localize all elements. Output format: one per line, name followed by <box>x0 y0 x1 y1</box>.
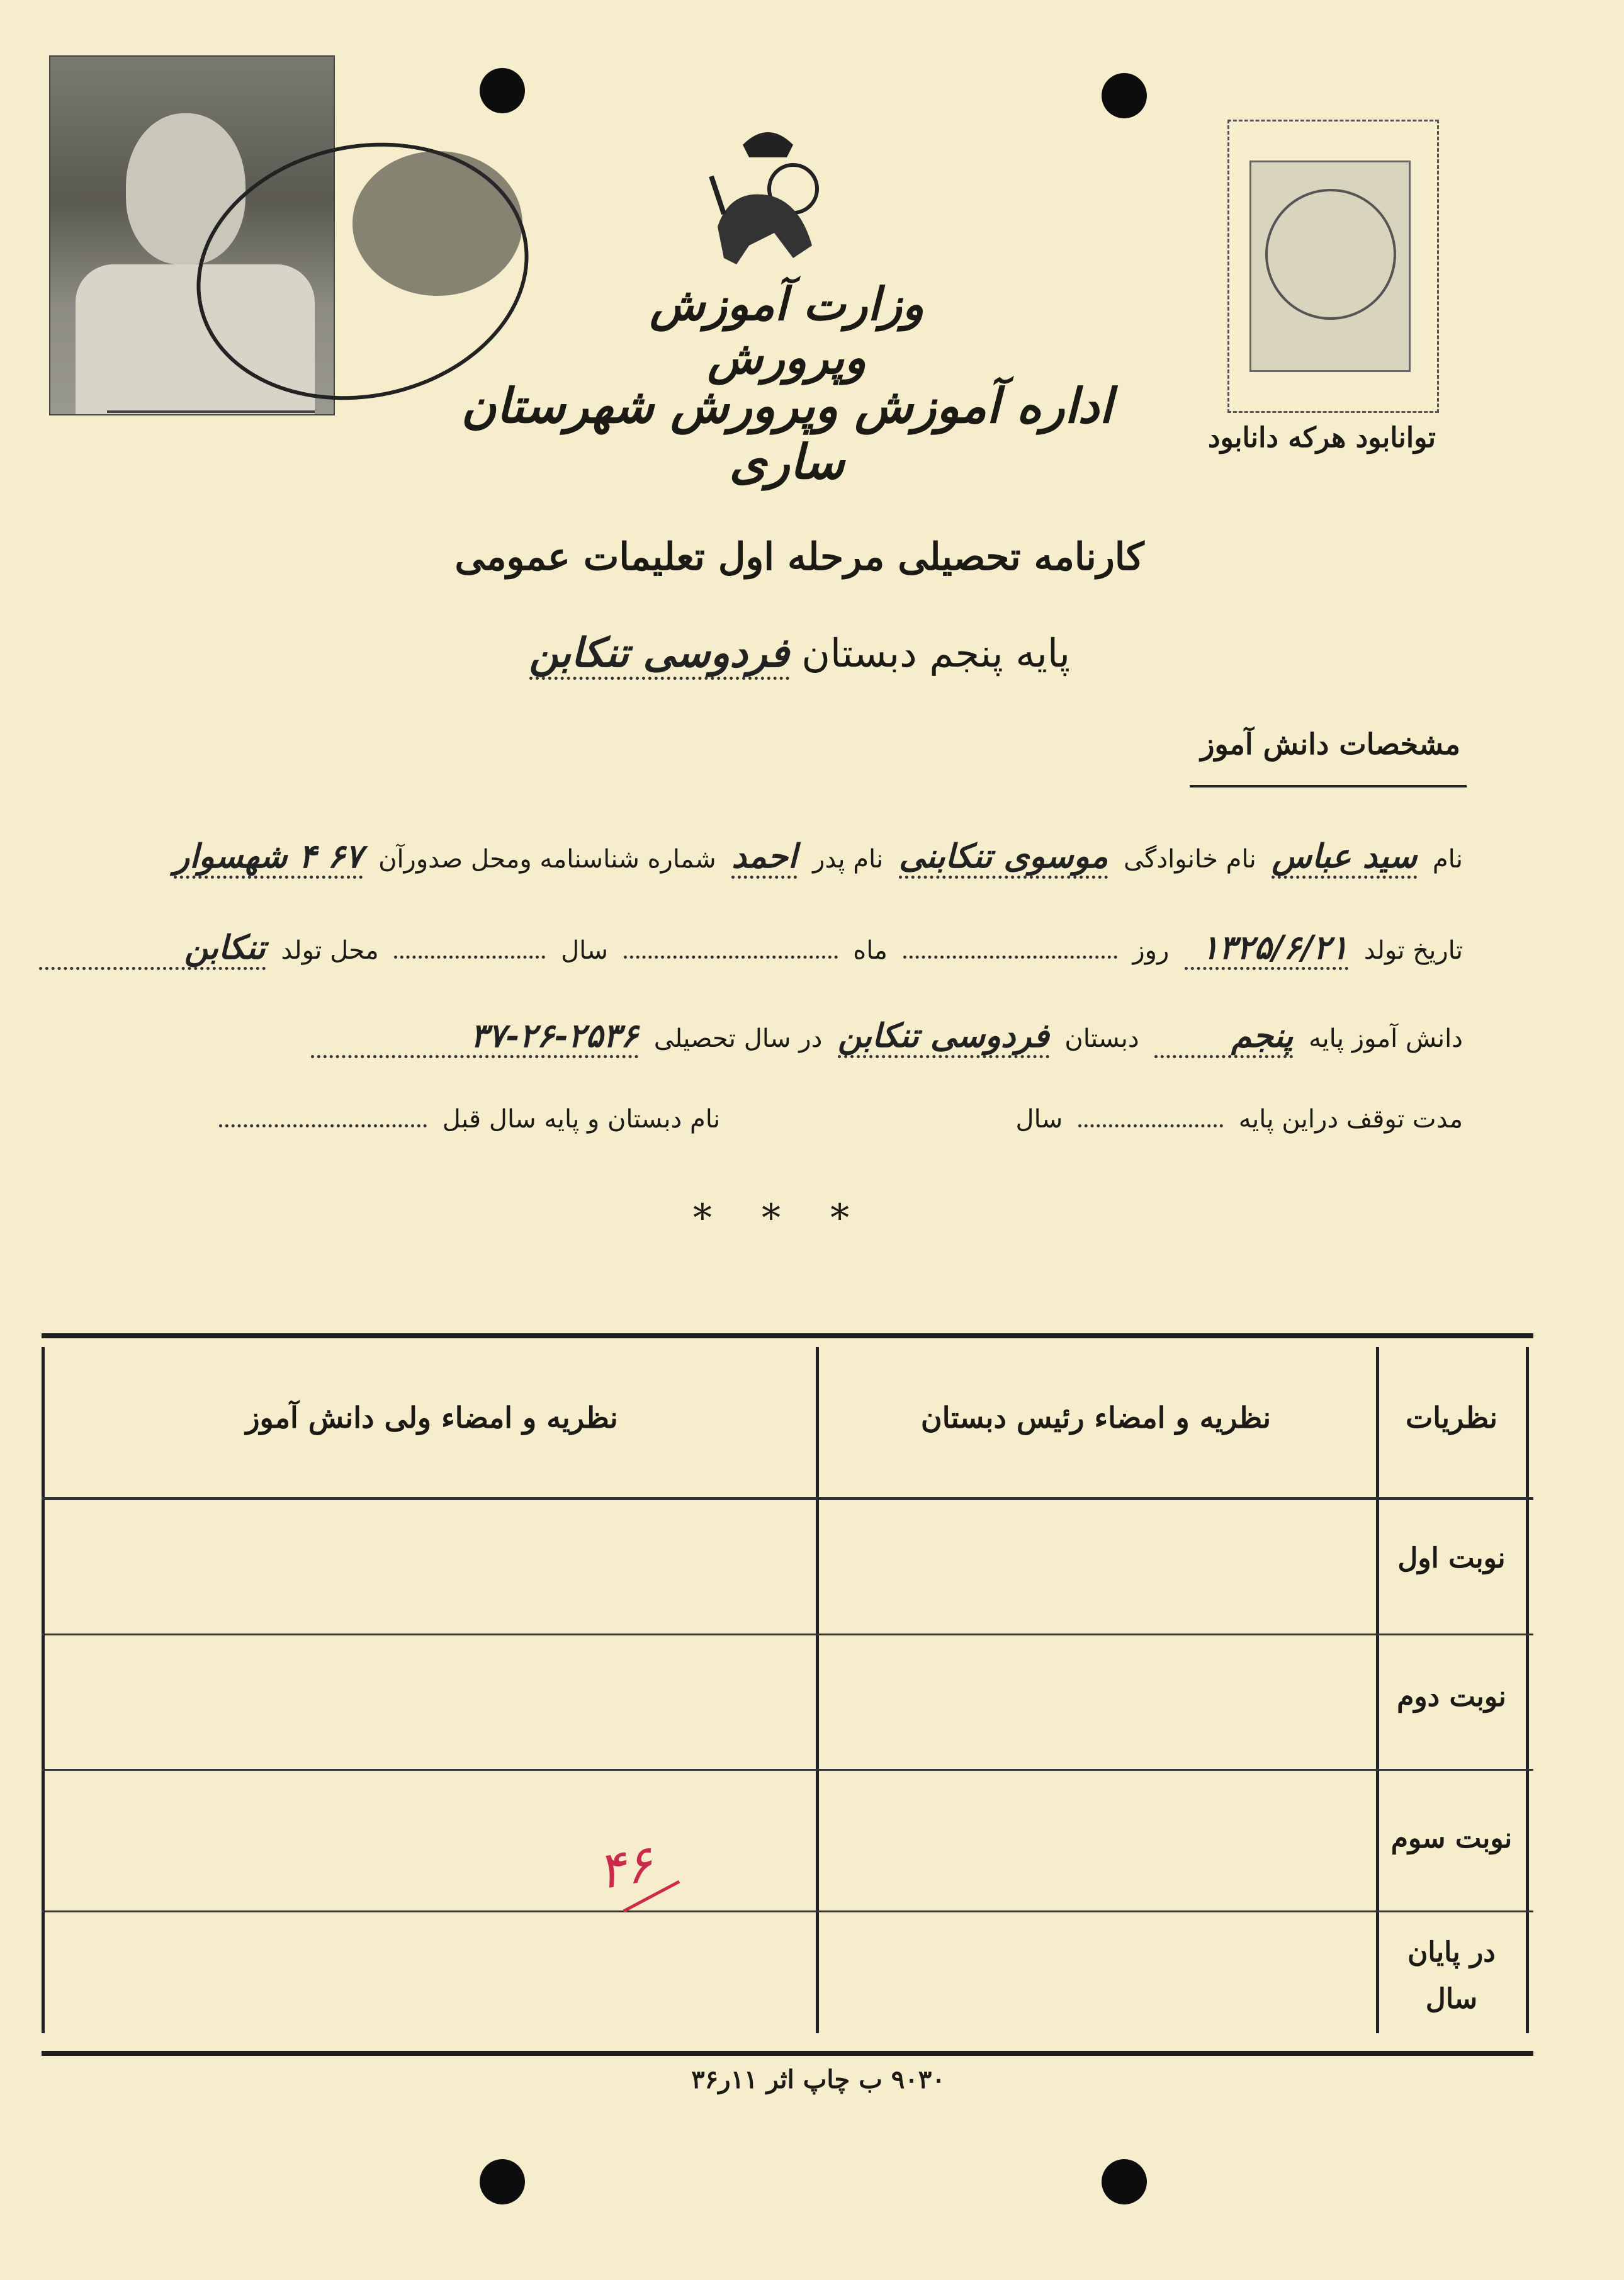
id-value: ۶۷ ۴ شهسوار <box>174 837 363 879</box>
motto: توانابود هرکه دانابود <box>1207 422 1436 454</box>
birth-date-value: ۱۳۲۵/۶/۲۱ <box>1185 928 1348 970</box>
column-header-principal: نظریه و امضاء رئیس دبستان <box>920 1401 1272 1435</box>
birthplace-value: تنکابن <box>39 928 266 970</box>
row-label-end-of-year: در پایان سال <box>1407 1936 1496 2015</box>
month-label: ماه <box>853 936 888 965</box>
grade-school-value: فردوسی تنکابن <box>529 629 789 680</box>
section-underline <box>1190 785 1467 787</box>
school-value: فردوسی تنکابن <box>838 1017 1049 1058</box>
family-label: نام خانوادگی <box>1123 845 1256 874</box>
red-grade-annotation: ۴۶ <box>593 1834 657 1901</box>
seal-ink-mark <box>352 151 522 296</box>
field-line-school <box>69 1017 1467 1061</box>
id-label: شماره شناسنامه ومحل صدورآن <box>378 845 716 874</box>
year-label: سال <box>561 936 608 965</box>
ministry-title: وزارت آموزش وپرورش <box>650 277 924 384</box>
academic-year-value: ۳۷-۲۶-۲۵۳۶ <box>311 1017 638 1058</box>
photo-underline <box>107 410 315 413</box>
opinions-table <box>42 1347 1533 2033</box>
row-label-second-term: نوبت دوم <box>1397 1681 1506 1713</box>
grade-label: پایه پنجم دبستان <box>801 630 1070 676</box>
name-value: سید عباس <box>1272 837 1417 879</box>
student-grade-value: پنجم <box>1154 1017 1293 1058</box>
department-title: اداره آموزش وپرورش شهرستان ساری <box>461 378 1113 490</box>
stay-blank <box>1078 1124 1223 1127</box>
day-blank <box>903 956 1117 959</box>
row-label-first-term: نوبت اول <box>1397 1542 1506 1574</box>
field-line-birth <box>69 928 1467 973</box>
student-grade-label: دانش آموز پایه <box>1309 1024 1463 1053</box>
row-label-third-term: نوبت سوم <box>1390 1822 1513 1854</box>
year-blank <box>394 956 545 959</box>
column-header-opinions: نظریات <box>1405 1401 1498 1435</box>
column-header-guardian: نظریه و امضاء ولی دانش آموز <box>245 1401 618 1435</box>
birthplace-label: محل تولد <box>281 936 379 965</box>
divider-stars: * * * <box>692 1196 869 1240</box>
table-top-border <box>42 1333 1533 1338</box>
punch-hole <box>480 2159 525 2204</box>
stay-label: مدت توقف دراین پایه <box>1238 1105 1463 1134</box>
father-value: احمد <box>731 837 797 879</box>
table-bottom-border <box>42 2051 1533 2056</box>
academic-year-label: در سال تحصیلی <box>653 1024 823 1053</box>
revenue-stamp-lion-icon <box>1265 189 1396 320</box>
form-heading: کارنامه تحصیلی مرحله اول تعلیمات عمومی <box>454 535 1144 579</box>
day-label: روز <box>1132 936 1170 965</box>
grade-school-line <box>441 629 1070 680</box>
prev-school-label: نام دبستان و پایه سال قبل <box>442 1105 721 1134</box>
punch-hole <box>1102 73 1147 118</box>
month-blank <box>624 956 838 959</box>
print-footer: ۹۰۳۰ ب چاپ اثر ۱۱ر۳۶ <box>691 2065 945 2094</box>
birth-date-label: تاریخ تولد <box>1363 936 1463 965</box>
lion-and-sun-emblem-icon <box>699 120 837 271</box>
section-title: مشخصات دانش آموز <box>1200 727 1460 761</box>
family-value: موسوی تنکابنی <box>899 837 1108 879</box>
punch-hole <box>480 68 525 113</box>
field-line-identity <box>69 837 1467 881</box>
name-label: نام <box>1432 845 1463 874</box>
school-label: دبستان <box>1064 1024 1139 1053</box>
punch-hole <box>1102 2159 1147 2204</box>
stay-year-label: سال <box>1015 1105 1063 1134</box>
field-line-stay <box>69 1105 1467 1149</box>
father-label: نام پدر <box>813 845 884 874</box>
prev-school-blank <box>219 1124 427 1127</box>
